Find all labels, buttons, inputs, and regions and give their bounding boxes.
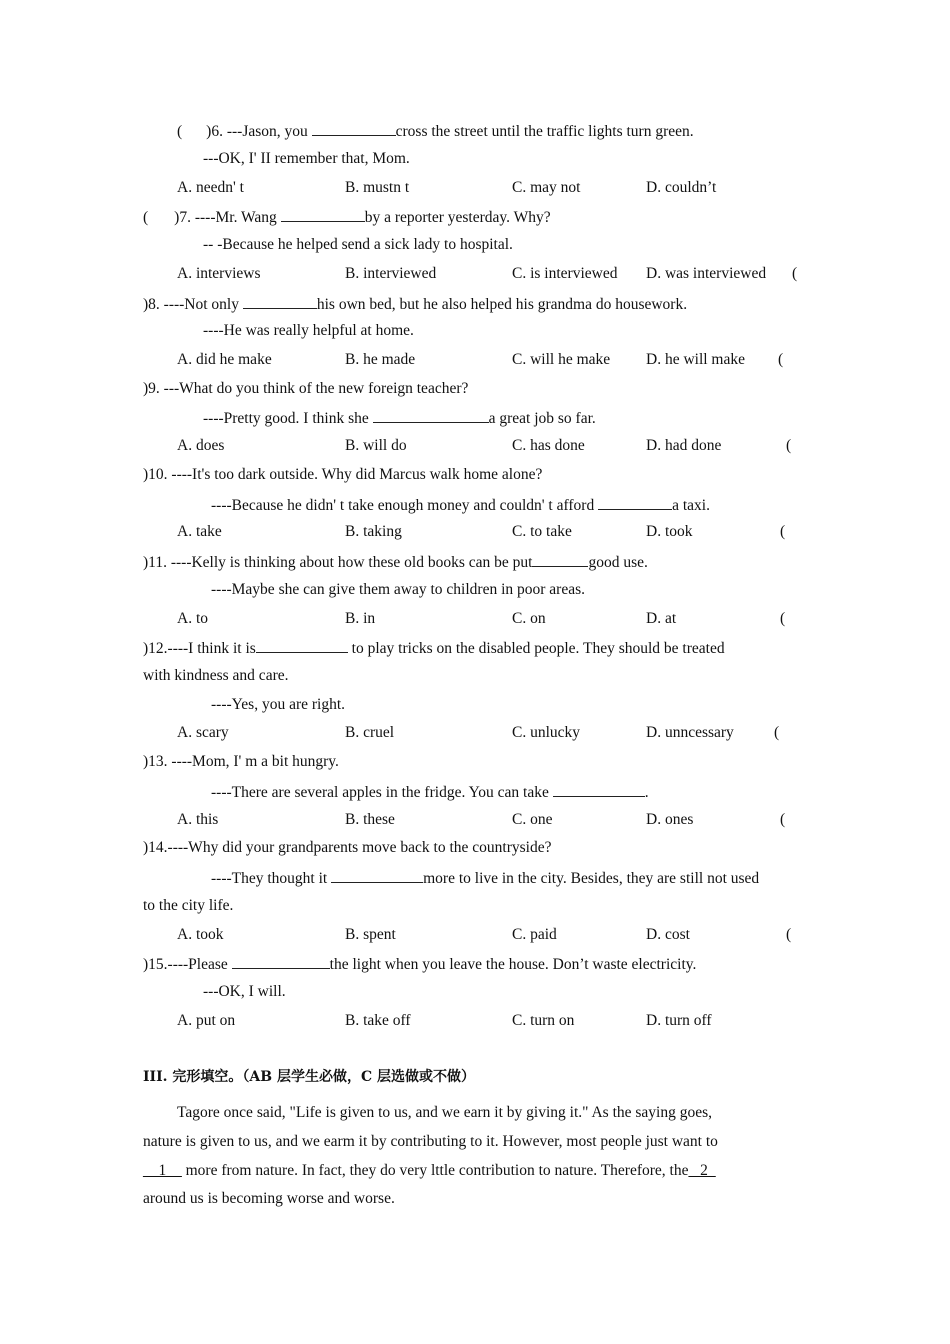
q12-stem-cont: with kindness and care.	[143, 667, 289, 684]
q6-stem: ( )6. ---Jason, you cross the street until the traffic lights turn green.	[177, 120, 694, 142]
q10-option-c: C. to take	[512, 523, 572, 540]
q10-option-d: D. took	[646, 523, 693, 540]
q6-option-d: D. couldn’t	[646, 179, 717, 196]
q12-option-b: B. cruel	[345, 724, 395, 741]
q7-option-d: D. was interviewed	[646, 265, 767, 282]
section-heading: III. 完形填空。（AB 层学生必做，C 层选做或不做）	[143, 1069, 475, 1085]
passage-line-3: __1__ more from nature. In fact, they do very lttle contribution to nature. Therefore, the_ 2_	[143, 1162, 716, 1179]
q6-reply: ---OK, I' II remember that, Mom.	[203, 150, 410, 167]
q15-option-a: A. put on	[177, 1012, 236, 1029]
q8-option-b: B. he made	[345, 351, 416, 368]
q11-option-b: B. in	[345, 610, 376, 627]
q14-stem: )14.----Why did your grandparents move back to the countryside?	[143, 839, 552, 856]
q10-reply: ----Because he didn' t take enough money and couldn' t afford a taxi.	[211, 494, 710, 516]
q12-stem: )12.----I think it is to play tricks on the disabled people. They should be treated	[143, 637, 725, 659]
q12-option-d: D. unncessary	[646, 724, 734, 741]
passage-line-2: nature is given to us, and we earm it by contributing to it. However, most people just want to	[143, 1133, 718, 1150]
q15-option-c: C. turn on	[512, 1012, 575, 1029]
q6-option-c: C. may not	[512, 179, 581, 196]
q15-paren: (	[786, 926, 792, 943]
q12-option-a: A. scary	[177, 724, 229, 741]
q15-reply: ---OK, I will.	[203, 983, 286, 1000]
q15-option-d: D. turn off	[646, 1012, 712, 1029]
q9-option-a: A. does	[177, 437, 225, 454]
q14-reply: ----They thought it more to live in the city. Besides, they are still not used	[211, 867, 759, 889]
q11-option-a: A. to	[177, 610, 208, 627]
q13-stem: )13. ----Mom, I' m a bit hungry.	[143, 753, 339, 770]
q14-option-b: B. spent	[345, 926, 396, 943]
q7-option-c: C. is interviewed	[512, 265, 618, 282]
q8-paren: (	[792, 265, 798, 282]
q10-option-b: B. taking	[345, 523, 402, 540]
q8-option-d: D. he will make	[646, 351, 746, 368]
q15-option-b: B. take off	[345, 1012, 411, 1029]
q9-reply: ----Pretty good. I think she a great job so far.	[203, 407, 596, 429]
q8-option-c: C. will he make	[512, 351, 611, 368]
q9-option-b: B. will do	[345, 437, 407, 454]
q14-paren: (	[780, 811, 786, 828]
q8-stem: )8. ----Not only his own bed, but he also helped his grandma do housework.	[143, 293, 687, 315]
q9-option-d: D. had done	[646, 437, 722, 454]
q6-option-b: B. mustn t	[345, 179, 410, 196]
q14-option-c: C. paid	[512, 926, 557, 943]
passage-line-1: Tagore once said, "Life is given to us, and we earn it by giving it." As the saying goes,	[177, 1104, 713, 1121]
q14-reply-cont: to the city life.	[143, 897, 234, 914]
q9-paren: (	[778, 351, 784, 368]
q13-paren: (	[774, 724, 780, 741]
q15-stem: )15.----Please the light when you leave the house. Don’t waste electricity.	[143, 953, 696, 975]
q14-option-a: A. took	[177, 926, 224, 943]
q10-paren: (	[786, 437, 792, 454]
q11-option-d: D. at	[646, 610, 677, 627]
q12-paren: (	[780, 610, 786, 627]
q9-option-c: C. has done	[512, 437, 585, 454]
q14-option-d: D. cost	[646, 926, 690, 943]
q11-option-c: C. on	[512, 610, 546, 627]
q8-option-a: A. did he make	[177, 351, 272, 368]
q10-stem: )10. ----It's too dark outside. Why did Marcus walk home alone?	[143, 466, 543, 483]
q10-option-a: A. take	[177, 523, 222, 540]
q13-option-a: A. this	[177, 811, 219, 828]
q12-reply: ----Yes, you are right.	[211, 696, 346, 713]
q7-option-b: B. interviewed	[345, 265, 437, 282]
q13-option-c: C. one	[512, 811, 553, 828]
q8-reply: ----He was really helpful at home.	[203, 322, 414, 339]
q12-option-c: C. unlucky	[512, 724, 581, 741]
q9-stem: )9. ---What do you think of the new foreign teacher?	[143, 380, 469, 397]
q11-reply: ----Maybe she can give them away to children in poor areas.	[211, 581, 586, 598]
q7-reply: -- -Because he helped send a sick lady to hospital.	[203, 236, 513, 253]
q6-option-a: A. needn' t	[177, 179, 244, 196]
q11-paren: (	[780, 523, 786, 540]
passage-line-4: around us is becoming worse and worse.	[143, 1190, 395, 1207]
q13-option-d: D. ones	[646, 811, 694, 828]
q7-option-a: A. interviews	[177, 265, 261, 282]
cloze-blank-1: __1__	[143, 1162, 182, 1179]
cloze-blank-2: _ 2_	[688, 1162, 716, 1179]
q13-option-b: B. these	[345, 811, 395, 828]
q13-reply: ----There are several apples in the fridge. You can take .	[211, 781, 649, 803]
q11-stem: )11. ----Kelly is thinking about how these old books can be put good use.	[143, 551, 648, 573]
q7-stem: ( )7. ----Mr. Wang by a reporter yesterday. Why?	[143, 206, 551, 228]
